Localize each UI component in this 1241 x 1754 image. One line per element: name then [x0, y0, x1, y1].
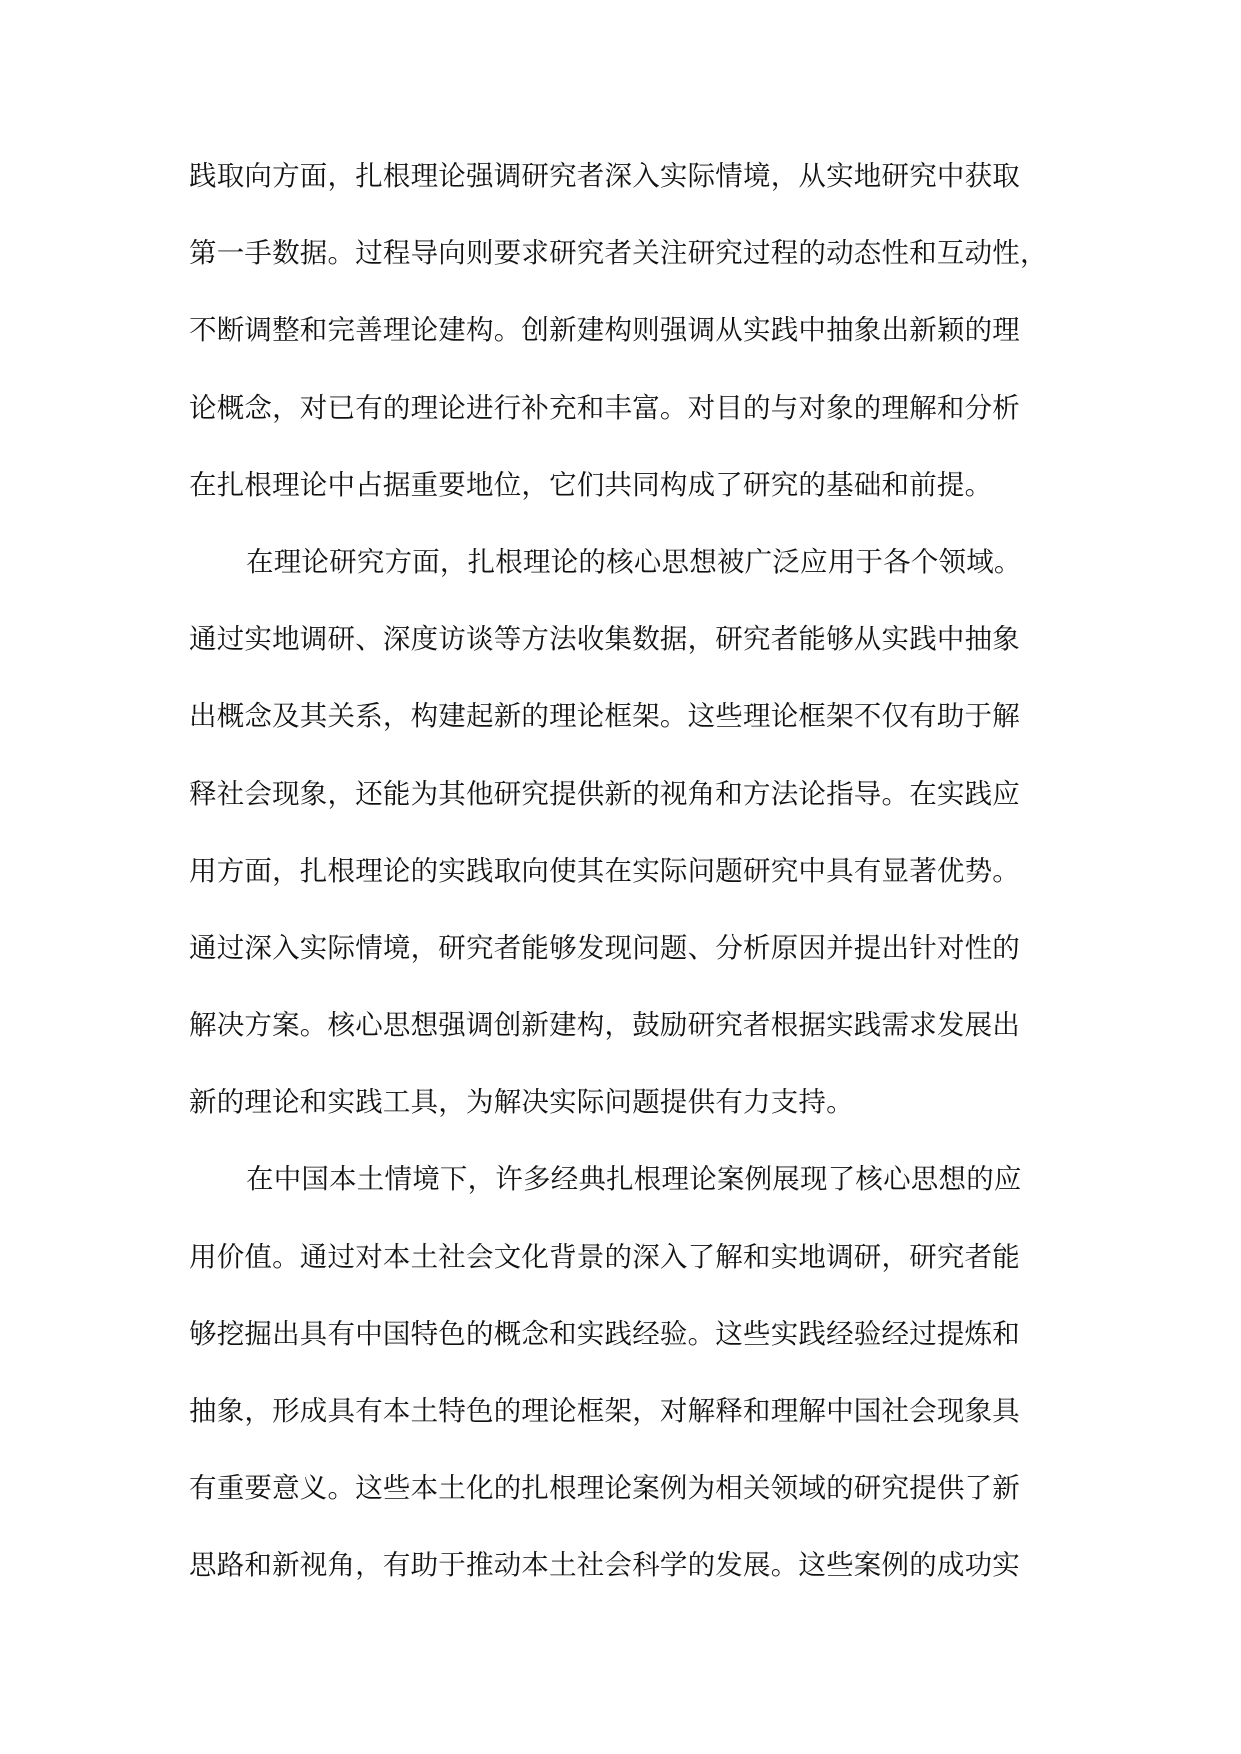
text-line: 第一手数据。过程导向则要求研究者关注研究过程的动态性和互动性，: [189, 237, 1048, 270]
text-line: 在扎根理论中占据重要地位，它们共同构成了研究的基础和前提。: [189, 468, 993, 501]
text-line: 用价值。通过对本土社会文化背景的深入了解和实地调研，研究者能: [189, 1240, 1020, 1273]
text-line: 抽象，形成具有本土特色的理论框架，对解释和理解中国社会现象具: [189, 1395, 1020, 1427]
text-line: 不断调整和完善理论建构。创新建构则强调从实践中抽象出新颖的理: [189, 314, 1020, 347]
text-line: 有重要意义。这些本土化的扎根理论案例为相关领域的研究提供了新: [189, 1472, 1020, 1505]
text-line: 出概念及其关系，构建起新的理论框架。这些理论框架不仅有助于解: [189, 700, 1020, 733]
text-line: 新的理论和实践工具，为解决实际问题提供有力支持。: [189, 1086, 854, 1119]
text-line: 通过深入实际情境，研究者能够发现问题、分析原因并提出针对性的: [189, 931, 1020, 964]
text-line: 思路和新视角，有助于推动本土社会科学的发展。这些案例的成功实: [189, 1549, 1020, 1582]
text-line: 释社会现象，还能为其他研究提供新的视角和方法论指导。在实践应: [189, 777, 1020, 810]
text-line: 论概念，对已有的理论进行补充和丰富。对目的与对象的理解和分析: [189, 391, 1020, 424]
text-line: 通过实地调研、深度访谈等方法收集数据，研究者能够从实践中抽象: [189, 623, 1020, 656]
paragraph-first-line: 在中国本土情境下，许多经典扎根理论案例展现了核心思想的应: [246, 1163, 1022, 1196]
text-line: 够挖掘出具有中国特色的概念和实践经验。这些实践经验经过提炼和: [189, 1317, 1020, 1350]
paragraph-first-line: 在理论研究方面，扎根理论的核心思想被广泛应用于各个领域。: [246, 545, 1022, 578]
text-line: 践取向方面，扎根理论强调研究者深入实际情境，从实地研究中获取: [189, 160, 1020, 192]
body-text: [189, 146, 1079, 1613]
text-line: 解决方案。核心思想强调创新建构，鼓励研究者根据实践需求发展出: [189, 1009, 1020, 1042]
text-line: 用方面，扎根理论的实践取向使其在实际问题研究中具有显著优势。: [189, 854, 1020, 887]
